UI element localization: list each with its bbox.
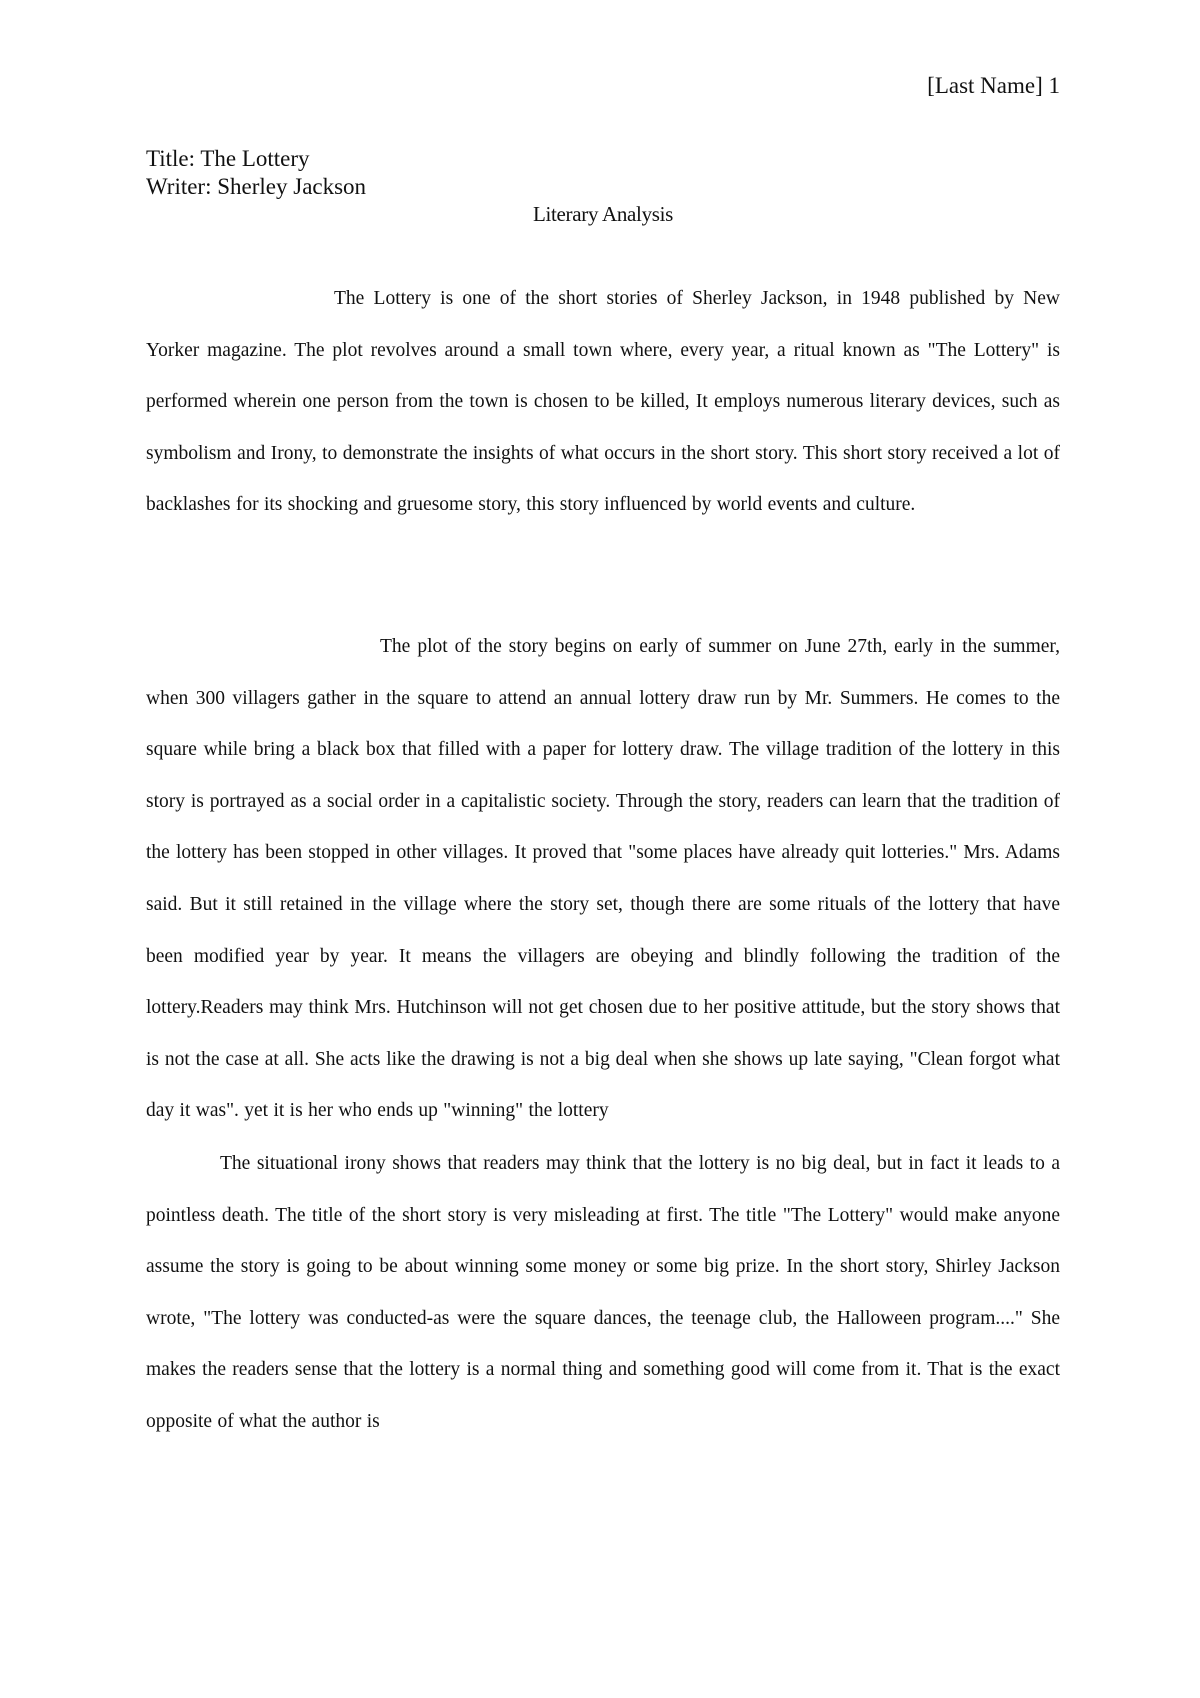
title-line: Title: The Lottery (146, 146, 310, 171)
paragraph-plot: The plot of the story begins on early of summer on June 27th, early in the summer, when 300 villagers gather in the square to attend an annual lottery draw run by Mr. Summers. He comes to the square while bring a black box that filled with a paper for lottery draw. The village tradition of the lottery in this story is portrayed as a social order in a capitalistic society. Through the story, readers can learn that the tradition of the lottery has been stopped in other villages. It proved that "some places have already quit lotteries." Mrs. Adams said. But it still retained in the village where the story set, though there are some rituals of the lottery that have been modified year by year. It means the villagers are obeying and blindly following the tradition of the lottery.Readers may think Mrs. Hutchinson will not get chosen due to her positive attitude, but the story shows that is not the case at all. She acts like the drawing is not a big deal when she shows up late saying, "Clean forgot what day it was". yet it is her who ends up "winning" the lottery (146, 636, 1060, 1122)
paragraph-intro: The Lottery is one of the short stories of Sherley Jackson, in 1948 published by New Yorker magazine. The plot revolves around a small town where, every year, a ritual known as "The Lottery" is performed wherein one person from the town is chosen to be killed, It employs numerous literary devices, such as symbolism and Irony, to demonstrate the insights of what occurs in the short story. This short story received a lot of backlashes for its shocking and gruesome story, this story influenced by world events and culture. (146, 288, 1060, 516)
running-head: [Last Name] 1 (927, 73, 1060, 98)
paragraph-irony: The situational irony shows that readers may think that the lottery is no big deal, but in fact it leads to a pointless death. The title of the short story is very misleading at first. The title "The Lottery" would make anyone assume the story is going to be about winning some money or some big prize. In the short story, Shirley Jackson wrote, "The lottery was conducted-as were the square dances, the teenage club, the Halloween program...." She makes the readers sense that the lottery is a normal thing and something good will come from it. That is the exact opposite of what the author is (146, 1153, 1060, 1432)
writer-line: Writer: Sherley Jackson (146, 174, 367, 199)
document-meta (146, 145, 366, 201)
document-heading: Literary Analysis (532, 202, 674, 226)
